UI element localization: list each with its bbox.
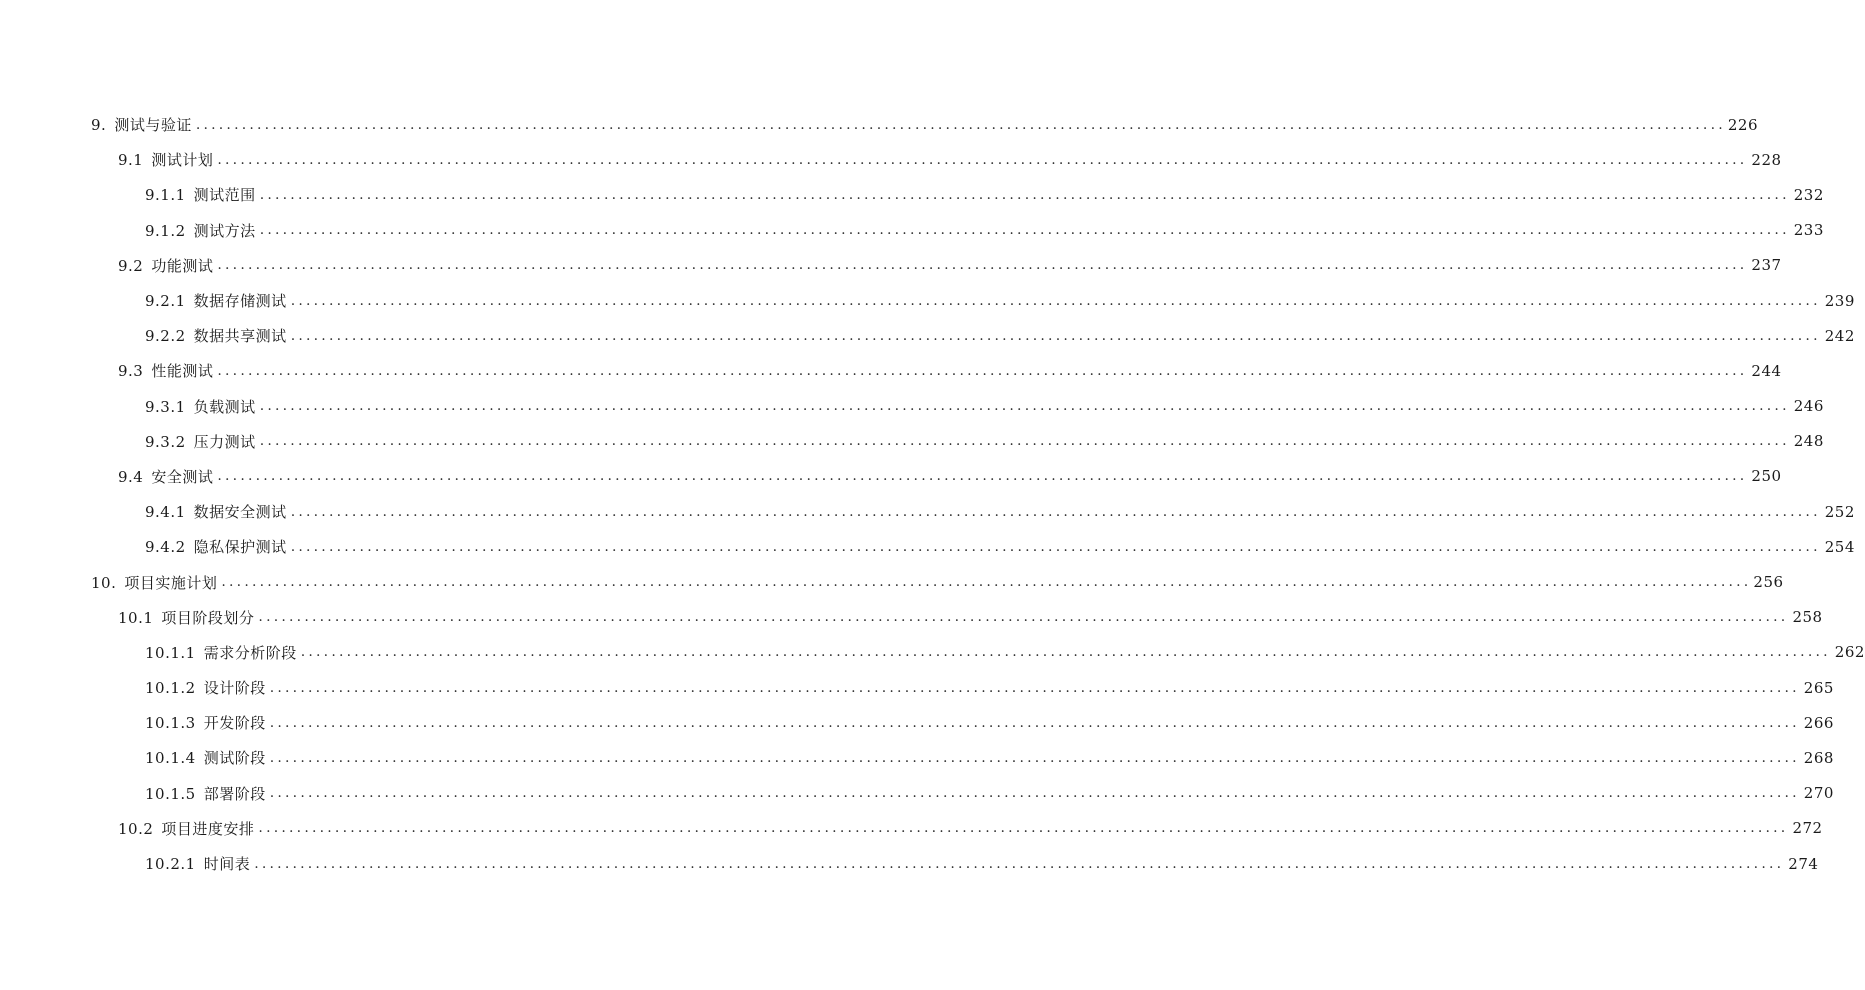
dot-leader: ........................................................................................................................................................................................................ [269,749,1800,766]
dot-leader: ........................................................................................................................................................................................................ [217,362,1748,379]
toc-entry-title: 安全测试 [151,467,214,486]
toc-entry-page: 266 [1803,713,1834,732]
toc-entry[interactable] [0,459,1782,494]
toc-entry-page: 262 [1834,643,1865,662]
toc-entry-page: 252 [1824,502,1855,521]
toc-entry[interactable] [0,811,1823,846]
toc-entry-number: 10.1 [118,608,154,627]
dot-leader: ........................................................................................................................................................................................................ [269,785,1800,802]
toc-entry-number: 9.1.2 [145,221,186,240]
toc-entry-title: 性能测试 [151,362,214,381]
toc-entry[interactable] [0,740,1834,775]
toc-entry-title: 部署阶段 [203,784,266,803]
toc-entry-number: 10.2 [118,819,154,838]
toc-entry-page: 268 [1803,748,1834,767]
toc-entry-page: 226 [1727,115,1759,134]
toc-entry-title: 负载测试 [193,397,256,416]
dot-leader: ........................................................................................................................................................................................................ [290,292,1821,309]
toc-entry-page: 232 [1793,185,1824,204]
toc-entry[interactable] [0,564,1784,599]
toc-entry-page: 242 [1824,326,1855,345]
toc-entry-page: 246 [1793,397,1824,416]
toc-entry-number: 9.4.1 [145,503,186,522]
dot-leader: ........................................................................................................................................................................................................ [254,855,1785,872]
toc-entry-title: 测试计划 [151,151,214,170]
toc-entry[interactable] [0,846,1819,881]
dot-leader: ........................................................................................................................................................................................................ [269,714,1800,731]
toc-entry-page: 248 [1793,432,1824,451]
dot-leader: ........................................................................................................................................................................................................ [290,327,1821,344]
toc-entry[interactable] [0,494,1855,529]
dot-leader: ........................................................................................................................................................................................................ [217,257,1748,274]
toc-entry-number: 9.2.2 [145,327,186,346]
toc-entry-page: 239 [1824,291,1855,310]
toc-entry[interactable] [0,353,1782,388]
toc-entry[interactable] [0,318,1855,353]
toc-entry-number: 10.2.1 [145,855,196,874]
table-of-contents [0,107,1865,881]
toc-entry-title: 开发阶段 [203,714,266,733]
dot-leader: ........................................................................................................................................................................................................ [300,644,1831,661]
toc-entry-page: 274 [1788,854,1819,873]
toc-entry-number: 10.1.2 [145,679,196,698]
toc-entry-number: 10.1.1 [145,643,196,662]
toc-entry-number: 10. [91,573,117,592]
toc-entry-number: 9.4 [118,467,144,486]
dot-leader: ........................................................................................................................................................................................................ [290,503,1821,520]
dot-leader: ........................................................................................................................................................................................................ [217,151,1748,168]
dot-leader: ........................................................................................................................................................................................................ [258,820,1789,837]
toc-entry-title: 测试方法 [193,221,256,240]
toc-entry-title: 项目进度安排 [161,819,255,838]
toc-entry-title: 项目实施计划 [124,573,218,592]
dot-leader: ........................................................................................................................................................................................................ [259,433,1790,450]
toc-entry[interactable] [0,635,1865,670]
toc-entry-title: 隐私保护测试 [193,538,287,557]
toc-entry-page: 254 [1824,537,1855,556]
dot-leader: ........................................................................................................................................................................................................ [258,609,1789,626]
toc-entry[interactable] [0,248,1782,283]
toc-entry-page: 237 [1751,256,1782,275]
toc-entry-number: 9.3.2 [145,432,186,451]
toc-entry-page: 265 [1803,678,1834,697]
toc-entry[interactable] [0,389,1824,424]
toc-entry-title: 项目阶段划分 [161,608,255,627]
toc-entry-title: 测试范围 [193,186,256,205]
dot-leader: ........................................................................................................................................................................................................ [195,116,1726,133]
toc-entry[interactable] [0,705,1834,740]
dot-leader: ........................................................................................................................................................................................................ [217,468,1748,485]
toc-entry-page: 258 [1792,608,1823,627]
toc-entry-number: 10.1.5 [145,784,196,803]
toc-entry-number: 9.4.2 [145,538,186,557]
toc-entry[interactable] [0,600,1823,635]
toc-entry-title: 功能测试 [151,256,214,275]
toc-entry[interactable] [0,142,1782,177]
toc-entry[interactable] [0,424,1824,459]
dot-leader: ........................................................................................................................................................................................................ [259,222,1790,239]
toc-entry-number: 9.2.1 [145,292,186,311]
toc-entry-number: 10.1.4 [145,749,196,768]
toc-entry-title: 压力测试 [193,432,256,451]
toc-entry-title: 设计阶段 [203,679,266,698]
toc-entry[interactable] [0,213,1824,248]
toc-entry-number: 9. [91,116,107,135]
toc-entry[interactable] [0,670,1834,705]
toc-entry-title: 需求分析阶段 [203,643,297,662]
toc-entry-title: 时间表 [203,855,251,874]
toc-entry-number: 9.2 [118,256,144,275]
toc-entry-title: 数据安全测试 [193,503,287,522]
toc-entry[interactable] [0,776,1834,811]
toc-entry-title: 测试与验证 [114,116,192,135]
toc-entry-page: 244 [1751,361,1782,380]
toc-entry-number: 9.3 [118,362,144,381]
toc-entry-page: 270 [1803,784,1834,803]
toc-entry[interactable] [0,177,1824,212]
toc-entry-number: 10.1.3 [145,714,196,733]
toc-entry-number: 9.1 [118,151,144,170]
dot-leader: ........................................................................................................................................................................................................ [269,679,1800,696]
dot-leader: ........................................................................................................................................................................................................ [259,398,1790,415]
toc-entry-number: 9.3.1 [145,397,186,416]
toc-entry-title: 数据存储测试 [193,292,287,311]
toc-entry-page: 256 [1753,573,1784,592]
toc-entry-page: 233 [1793,221,1824,240]
toc-entry[interactable] [0,283,1855,318]
toc-entry-page: 250 [1751,467,1782,486]
dot-leader: ........................................................................................................................................................................................................ [259,186,1790,203]
toc-entry-number: 9.1.1 [145,186,186,205]
toc-entry-title: 数据共享测试 [193,327,287,346]
dot-leader: ........................................................................................................................................................................................................ [290,538,1821,555]
toc-entry[interactable] [0,529,1855,564]
toc-entry-page: 228 [1751,150,1782,169]
toc-entry-title: 测试阶段 [203,749,266,768]
toc-entry-page: 272 [1792,819,1823,838]
toc-entry[interactable] [0,107,1759,142]
dot-leader: ........................................................................................................................................................................................................ [221,574,1752,591]
